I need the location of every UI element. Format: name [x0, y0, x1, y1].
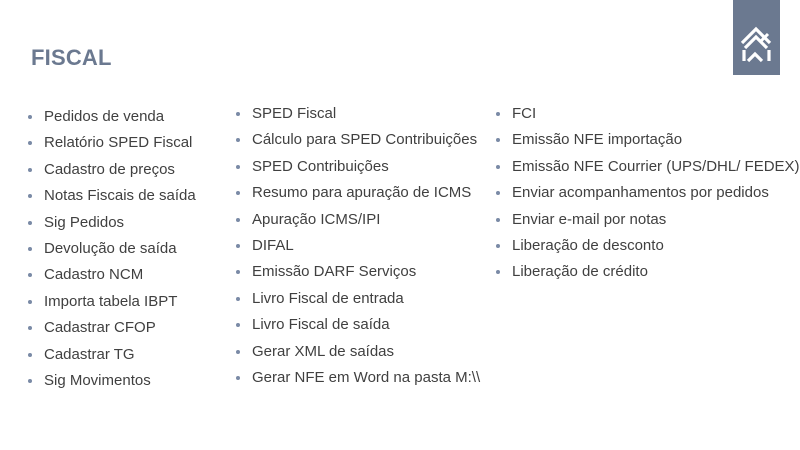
- bullet-icon: [496, 138, 500, 142]
- bullet-icon: [236, 218, 240, 222]
- bullet-icon: [28, 221, 32, 225]
- list-item: SPED Contribuições: [236, 154, 480, 180]
- bullet-icon: [28, 379, 32, 383]
- fiscal-list-column-1: [28, 104, 196, 394]
- bullet-icon: [28, 168, 32, 172]
- list-item: Relatório SPED Fiscal: [28, 130, 196, 156]
- list-item: Livro Fiscal de saída: [236, 312, 480, 338]
- bullet-icon: [28, 300, 32, 304]
- list-item: Liberação de crédito: [496, 259, 800, 285]
- list-item: Cadastro de preços: [28, 157, 196, 183]
- list-item: Emissão DARF Serviços: [236, 259, 480, 285]
- list-item: Pedidos de venda: [28, 104, 196, 130]
- company-logo: [733, 0, 780, 75]
- list-item: Emissão NFE Courrier (UPS/DHL/ FEDEX): [496, 154, 800, 180]
- fiscal-list-column-3: [496, 101, 800, 286]
- list-item: Cadastrar TG: [28, 342, 196, 368]
- list-item: Livro Fiscal de entrada: [236, 286, 480, 312]
- list-item: SPED Fiscal: [236, 101, 480, 127]
- list-item: Cálculo para SPED Contribuições: [236, 127, 480, 153]
- bullet-icon: [236, 350, 240, 354]
- bullet-icon: [236, 297, 240, 301]
- list-item: Gerar XML de saídas: [236, 339, 480, 365]
- bullet-icon: [496, 112, 500, 116]
- bullet-icon: [28, 247, 32, 251]
- bullet-icon: [236, 323, 240, 327]
- bullet-icon: [28, 353, 32, 357]
- bullet-icon: [28, 194, 32, 198]
- bullet-icon: [236, 191, 240, 195]
- list-item: Cadastrar CFOP: [28, 315, 196, 341]
- list-item: Notas Fiscais de saída: [28, 183, 196, 209]
- list-item: Cadastro NCM: [28, 262, 196, 288]
- list-item: DIFAL: [236, 233, 480, 259]
- list-item: Enviar e-mail por notas: [496, 207, 800, 233]
- bullet-icon: [28, 326, 32, 330]
- list-item: Gerar NFE em Word na pasta M:\\: [236, 365, 480, 391]
- bullet-icon: [496, 270, 500, 274]
- list-item: Resumo para apuração de ICMS: [236, 180, 480, 206]
- list-item: Enviar acompanhamentos por pedidos: [496, 180, 800, 206]
- bullet-icon: [236, 244, 240, 248]
- slide-title: FISCAL: [31, 45, 112, 70]
- bullet-icon: [236, 270, 240, 274]
- bullet-icon: [236, 165, 240, 169]
- list-item: Apuração ICMS/IPI: [236, 207, 480, 233]
- bullet-icon: [28, 115, 32, 119]
- bullet-icon: [236, 138, 240, 142]
- list-item: Importa tabela IBPT: [28, 289, 196, 315]
- list-item: Emissão NFE importação: [496, 127, 800, 153]
- list-item: Sig Pedidos: [28, 210, 196, 236]
- bullet-icon: [496, 165, 500, 169]
- list-item: Liberação de desconto: [496, 233, 800, 259]
- list-item: Devolução de saída: [28, 236, 196, 262]
- bullet-icon: [28, 273, 32, 277]
- bullet-icon: [236, 376, 240, 380]
- bullet-icon: [496, 244, 500, 248]
- fiscal-list-column-2: [236, 101, 480, 391]
- bullet-icon: [236, 112, 240, 116]
- bullet-icon: [28, 141, 32, 145]
- bullet-icon: [496, 218, 500, 222]
- list-item: FCI: [496, 101, 800, 127]
- bullet-icon: [496, 191, 500, 195]
- house-chevron-logo-icon: [733, 0, 780, 75]
- list-item: Sig Movimentos: [28, 368, 196, 394]
